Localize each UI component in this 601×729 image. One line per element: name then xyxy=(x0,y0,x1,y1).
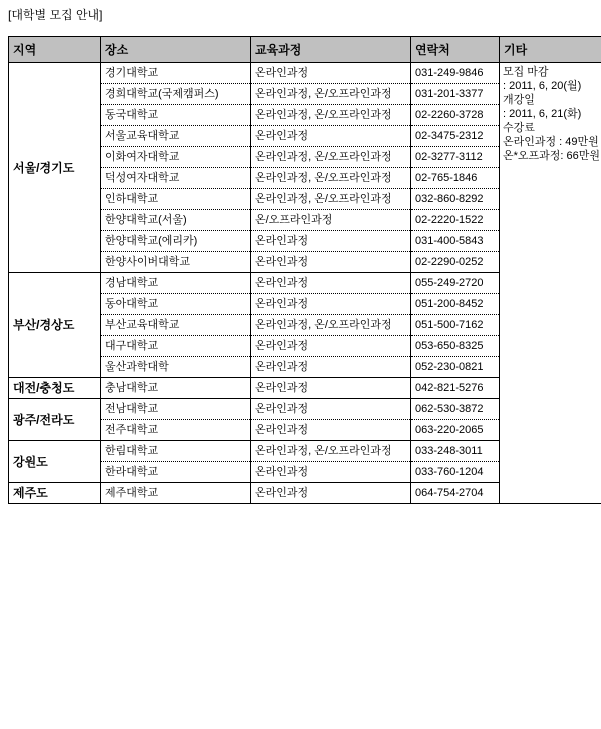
contact-cell: 033-248-3011 xyxy=(411,441,500,462)
header-contact: 연락처 xyxy=(411,37,500,63)
course-cell: 온라인과정 xyxy=(251,483,411,504)
course-cell: 온라인과정 xyxy=(251,357,411,378)
contact-cell: 055-249-2720 xyxy=(411,273,500,294)
contact-cell: 031-201-3377 xyxy=(411,84,500,105)
course-cell: 온라인과정 xyxy=(251,294,411,315)
contact-cell: 051-500-7162 xyxy=(411,315,500,336)
contact-cell: 062-530-3872 xyxy=(411,399,500,420)
place-cell: 서울교육대학교 xyxy=(101,126,251,147)
etc-note-line: : 2011, 6, 20(월) xyxy=(503,80,582,92)
course-cell: 온라인과정, 온/오프라인과정 xyxy=(251,189,411,210)
contact-cell: 031-249-9846 xyxy=(411,63,500,84)
header-etc: 기타 xyxy=(500,37,601,63)
course-cell: 온라인과정 xyxy=(251,399,411,420)
course-cell: 온라인과정, 온/오프라인과정 xyxy=(251,84,411,105)
etc-note-line: : 2011, 6, 21(화) xyxy=(503,108,582,120)
place-cell: 한양사이버대학교 xyxy=(101,252,251,273)
place-cell: 전남대학교 xyxy=(101,399,251,420)
etc-note-line: 모집 마감 xyxy=(503,66,549,78)
place-cell: 제주대학교 xyxy=(101,483,251,504)
place-cell: 부산교육대학교 xyxy=(101,315,251,336)
university-admission-table xyxy=(8,36,601,504)
place-cell: 경희대학교(국제캠퍼스) xyxy=(101,84,251,105)
place-cell: 충남대학교 xyxy=(101,378,251,399)
course-cell: 온라인과정, 온/오프라인과정 xyxy=(251,441,411,462)
course-cell: 온라인과정 xyxy=(251,231,411,252)
place-cell: 울산과학대학 xyxy=(101,357,251,378)
place-cell: 한라대학교 xyxy=(101,462,251,483)
course-cell: 온라인과정, 온/오프라인과정 xyxy=(251,168,411,189)
course-cell: 온라인과정 xyxy=(251,252,411,273)
place-cell: 인하대학교 xyxy=(101,189,251,210)
page-title: [대학별 모집 안내] xyxy=(8,8,103,22)
contact-cell: 02-2290-0252 xyxy=(411,252,500,273)
region-cell: 대전/충청도 xyxy=(9,378,101,399)
course-cell: 온라인과정, 온/오프라인과정 xyxy=(251,147,411,168)
contact-cell: 053-650-8325 xyxy=(411,336,500,357)
course-cell: 온라인과정 xyxy=(251,462,411,483)
contact-cell: 02-3475-2312 xyxy=(411,126,500,147)
place-cell: 한림대학교 xyxy=(101,441,251,462)
course-cell: 온라인과정, 온/오프라인과정 xyxy=(251,105,411,126)
region-cell: 부산/경상도 xyxy=(9,273,101,378)
contact-cell: 033-760-1204 xyxy=(411,462,500,483)
contact-cell: 02-2260-3728 xyxy=(411,105,500,126)
contact-cell: 02-765-1846 xyxy=(411,168,500,189)
place-cell: 대구대학교 xyxy=(101,336,251,357)
place-cell: 동아대학교 xyxy=(101,294,251,315)
place-cell: 덕성여자대학교 xyxy=(101,168,251,189)
etc-note-line: 수강료 xyxy=(503,122,535,134)
etc-note-line: 온*오프과정: 66만원 xyxy=(503,150,601,162)
region-cell: 서울/경기도 xyxy=(9,63,101,273)
course-cell: 온라인과정 xyxy=(251,336,411,357)
contact-cell: 02-2220-1522 xyxy=(411,210,500,231)
course-cell: 온라인과정 xyxy=(251,378,411,399)
course-cell: 온라인과정 xyxy=(251,420,411,441)
course-cell: 온라인과정 xyxy=(251,126,411,147)
contact-cell: 02-3277-3112 xyxy=(411,147,500,168)
etc-note-cell xyxy=(500,63,601,504)
region-cell: 제주도 xyxy=(9,483,101,504)
place-cell: 경기대학교 xyxy=(101,63,251,84)
region-cell: 광주/전라도 xyxy=(9,399,101,441)
header-place: 장소 xyxy=(101,37,251,63)
etc-note-line: 온라인과정 : 49만원 xyxy=(503,136,599,148)
header-row xyxy=(9,37,601,63)
header-region: 지역 xyxy=(9,37,101,63)
place-cell: 경남대학교 xyxy=(101,273,251,294)
contact-cell: 031-400-5843 xyxy=(411,231,500,252)
place-cell: 한양대학교(에리카) xyxy=(101,231,251,252)
contact-cell: 042-821-5276 xyxy=(411,378,500,399)
table-row xyxy=(9,63,601,84)
etc-note-line: 개강일 xyxy=(503,94,535,106)
course-cell: 온라인과정 xyxy=(251,63,411,84)
contact-cell: 063-220-2065 xyxy=(411,420,500,441)
course-cell: 온라인과정 xyxy=(251,273,411,294)
place-cell: 동국대학교 xyxy=(101,105,251,126)
place-cell: 전주대학교 xyxy=(101,420,251,441)
contact-cell: 064-754-2704 xyxy=(411,483,500,504)
header-course: 교육과정 xyxy=(251,37,411,63)
region-cell: 강원도 xyxy=(9,441,101,483)
place-cell: 이화여자대학교 xyxy=(101,147,251,168)
course-cell: 온/오프라인과정 xyxy=(251,210,411,231)
place-cell: 한양대학교(서울) xyxy=(101,210,251,231)
contact-cell: 051-200-8452 xyxy=(411,294,500,315)
course-cell: 온라인과정, 온/오프라인과정 xyxy=(251,315,411,336)
contact-cell: 052-230-0821 xyxy=(411,357,500,378)
contact-cell: 032-860-8292 xyxy=(411,189,500,210)
